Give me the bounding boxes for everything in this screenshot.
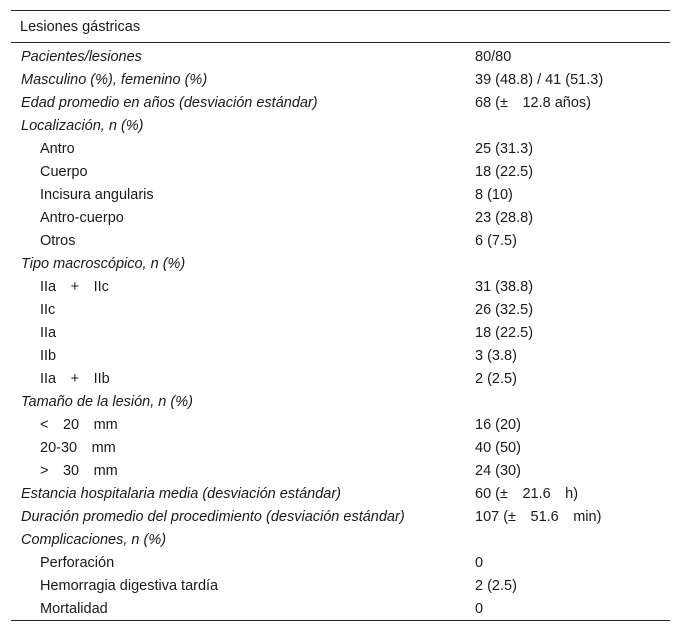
table-row (11, 528, 670, 551)
row-sublabel: Hemorragia digestiva tardía (40, 577, 219, 594)
row-sublabel: Antro (40, 140, 75, 157)
table-row (11, 574, 670, 597)
table-row (11, 505, 670, 528)
row-value: 0 (475, 554, 484, 571)
table-row (11, 459, 670, 482)
row-label: Edad promedio en años (desviación estándar) (21, 94, 318, 111)
row-value: 8 (10) (475, 186, 513, 203)
row-value (475, 390, 670, 413)
row-label: Masculino (%), femenino (%) (21, 71, 208, 88)
table-row (11, 597, 670, 621)
row-sublabel: IIa + IIc (40, 278, 109, 295)
row-value: 60 (± 21.6 h) (475, 485, 579, 502)
gastric-lesions-table-container (11, 10, 670, 621)
table-row (11, 436, 670, 459)
table-body (11, 43, 670, 621)
row-label: Pacientes/lesiones (21, 48, 142, 65)
row-sublabel: > 30 mm (40, 462, 118, 479)
row-sublabel: IIb (40, 347, 57, 364)
table-row (11, 43, 670, 69)
row-value: 26 (32.5) (475, 301, 534, 318)
row-value: 24 (30) (475, 462, 521, 479)
table-row (11, 206, 670, 229)
row-label: Estancia hospitalaria media (desviación estándar) (21, 485, 341, 502)
table-row (11, 390, 670, 413)
row-value: 25 (31.3) (475, 140, 534, 157)
table-row (11, 344, 670, 367)
table-row (11, 367, 670, 390)
table-row (11, 229, 670, 252)
row-value: 107 (± 51.6 min) (475, 508, 602, 525)
row-value (475, 114, 670, 137)
row-label: Duración promedio del procedimiento (desviación estándar) (21, 508, 405, 525)
row-value: 18 (22.5) (475, 163, 534, 180)
row-value: 18 (22.5) (475, 324, 534, 341)
row-value: 31 (38.8) (475, 278, 534, 295)
row-sublabel: Cuerpo (40, 163, 88, 180)
table-row (11, 551, 670, 574)
row-sublabel: IIa + IIb (40, 370, 110, 387)
row-value: 68 (± 12.8 años) (475, 94, 591, 111)
table-row (11, 68, 670, 91)
row-value (475, 252, 670, 275)
table-row (11, 252, 670, 275)
row-value: 3 (3.8) (475, 347, 517, 364)
row-sublabel: Otros (40, 232, 76, 249)
row-sublabel: IIa (40, 324, 57, 341)
row-sublabel: Mortalidad (11, 597, 475, 621)
table-row (11, 482, 670, 505)
row-sublabel: Incisura angularis (40, 186, 154, 203)
row-value: 40 (50) (475, 439, 521, 456)
row-sublabel: IIc (40, 301, 56, 318)
row-value: 0 (475, 597, 670, 621)
row-label: Tamaño de la lesión, n (%) (21, 393, 193, 410)
row-value: 80/80 (475, 48, 512, 65)
table-row (11, 114, 670, 137)
row-sublabel: < 20 mm (40, 416, 118, 433)
table-row (11, 413, 670, 436)
row-label: Localización, n (%) (21, 117, 144, 134)
row-value (475, 528, 670, 551)
row-label: Complicaciones, n (%) (21, 531, 167, 548)
table-row (11, 275, 670, 298)
table-header-title: Lesiones gástricas (11, 11, 670, 43)
row-value: 39 (48.8) / 41 (51.3) (475, 71, 604, 88)
row-value: 6 (7.5) (475, 232, 517, 249)
row-sublabel: Antro-cuerpo (40, 209, 124, 226)
table-header-row (11, 11, 670, 43)
row-value: 23 (28.8) (475, 209, 534, 226)
row-label: Tipo macroscópico, n (%) (21, 255, 186, 272)
row-value: 16 (20) (475, 416, 521, 433)
table-row (11, 298, 670, 321)
table-row (11, 183, 670, 206)
table-row (11, 321, 670, 344)
table-row (11, 137, 670, 160)
gastric-lesions-table (11, 10, 670, 621)
row-value: 2 (2.5) (475, 577, 517, 594)
table-row (11, 160, 670, 183)
row-sublabel: Perforación (40, 554, 115, 571)
table-row (11, 91, 670, 114)
row-value: 2 (2.5) (475, 370, 517, 387)
row-sublabel: 20-30 mm (40, 439, 116, 456)
